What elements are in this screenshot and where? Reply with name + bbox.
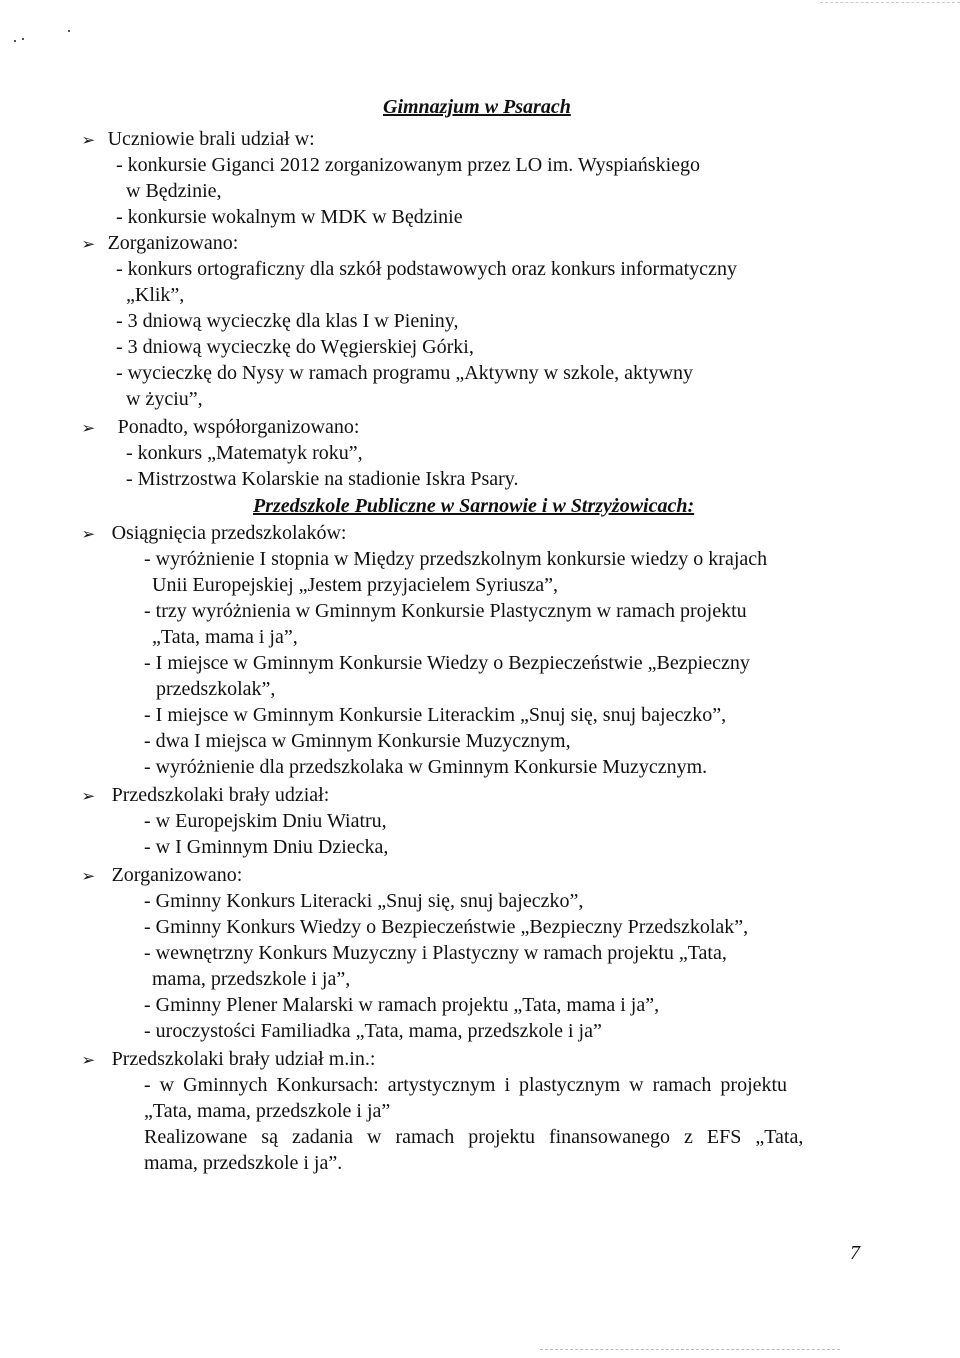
bullet-line: ➢ Uczniowie brali udział w: (82, 126, 315, 154)
list-item-continuation: w życiu”, (126, 388, 203, 410)
scan-speck (14, 40, 16, 42)
scan-artifact-bottom (540, 1349, 840, 1350)
arrow-bullet-icon: ➢ (81, 527, 96, 543)
bullet-line: ➢ Zorganizowano: (82, 862, 242, 890)
list-item: - konkurs „Matematyk roku”, (126, 442, 363, 464)
list-item-continuation: Unii Europejskiej „Jestem przyjacielem Syriusza”, (152, 574, 558, 596)
list-item: - I miejsce w Gminnym Konkursie Literackim „Snuj się, snuj bajeczko”, (144, 704, 727, 726)
list-item: - 3 dniową wycieczkę do Węgierskiej Górki, (116, 336, 474, 358)
bullet-line: ➢ Osiągnięcia przedszkolaków: (82, 520, 347, 548)
list-item: - trzy wyróżnienia w Gminnym Konkursie Plastycznym w ramach projektu (144, 600, 747, 622)
paragraph-line: mama, przedszkole i ja”. (144, 1152, 343, 1174)
list-item: - konkurs ortograficzny dla szkół podstawowych oraz konkurs informatyczny (116, 258, 737, 280)
section-heading-gimnazjum: Gimnazjum w Psarach (383, 96, 571, 118)
list-item: - uroczystości Familiadka „Tata, mama, przedszkole i ja” (144, 1020, 602, 1042)
scan-speck (22, 38, 24, 40)
scan-speck (68, 30, 70, 32)
list-item: - 3 dniową wycieczkę dla klas I w Pieniny, (116, 310, 459, 332)
bullet-line: ➢ Ponadto, współorganizowano: (82, 414, 359, 442)
list-item-continuation: przedszkolak”, (156, 678, 276, 700)
bullet-line: ➢ Przedszkolaki brały udział: (82, 782, 329, 810)
section-heading-przedszkole: Przedszkole Publiczne w Sarnowie i w Strzyżowicach: (253, 495, 695, 517)
list-item-continuation: „Klik”, (126, 284, 185, 306)
list-item: - w Gminnych Konkursach: artystycznym i plastycznym w ramach projektu (144, 1074, 788, 1096)
scan-artifact-top (820, 2, 960, 3)
list-item: - I miejsce w Gminnym Konkursie Wiedzy o Bezpieczeństwie „Bezpieczny (144, 652, 750, 674)
list-item: - wewnętrzny Konkurs Muzyczny i Plastyczny w ramach projektu „Tata, (144, 942, 727, 964)
bullet-line: ➢ Zorganizowano: (82, 230, 238, 258)
list-item: - w I Gminnym Dniu Dziecka, (144, 836, 389, 858)
arrow-bullet-icon: ➢ (81, 1053, 96, 1069)
arrow-bullet-icon: ➢ (81, 789, 96, 805)
list-item: - dwa I miejsca w Gminnym Konkursie Muzycznym, (144, 730, 571, 752)
list-item-continuation: „Tata, mama i ja”, (152, 626, 298, 648)
list-item: - wyróżnienie dla przedszkolaka w Gminnym Konkursie Muzycznym. (144, 756, 708, 778)
list-item-continuation: mama, przedszkole i ja”, (152, 968, 351, 990)
list-item: - konkursie Giganci 2012 zorganizowanym przez LO im. Wyspiańskiego (116, 154, 701, 176)
list-item: - Mistrzostwa Kolarskie na stadionie Iskra Psary. (126, 468, 519, 490)
arrow-bullet-icon: ➢ (81, 133, 96, 149)
arrow-bullet-icon: ➢ (81, 237, 96, 253)
list-item: - konkursie wokalnym w MDK w Będzinie (116, 206, 463, 228)
page-number: 7 (850, 1242, 860, 1264)
list-item: - wyróżnienie I stopnia w Między przedszkolnym konkursie wiedzy o krajach (144, 548, 768, 570)
list-item: - Gminny Plener Malarski w ramach projektu „Tata, mama i ja”, (144, 994, 660, 1016)
list-item: - wycieczkę do Nysy w ramach programu „Aktywny w szkole, aktywny (116, 362, 694, 384)
paragraph-line: Realizowane są zadania w ramach projektu finansowanego z EFS „Tata, (144, 1126, 804, 1148)
list-item-continuation: „Tata, mama, przedszkole i ja” (144, 1100, 391, 1122)
arrow-bullet-icon: ➢ (81, 869, 96, 885)
list-item-continuation: w Będzinie, (126, 180, 222, 202)
arrow-bullet-icon: ➢ (81, 421, 96, 437)
list-item: - Gminny Konkurs Literacki „Snuj się, snuj bajeczko”, (144, 890, 584, 912)
list-item: - Gminny Konkurs Wiedzy o Bezpieczeństwie „Bezpieczny Przedszkolak”, (144, 916, 749, 938)
list-item: - w Europejskim Dniu Wiatru, (144, 810, 387, 832)
bullet-line: ➢ Przedszkolaki brały udział m.in.: (82, 1046, 375, 1074)
